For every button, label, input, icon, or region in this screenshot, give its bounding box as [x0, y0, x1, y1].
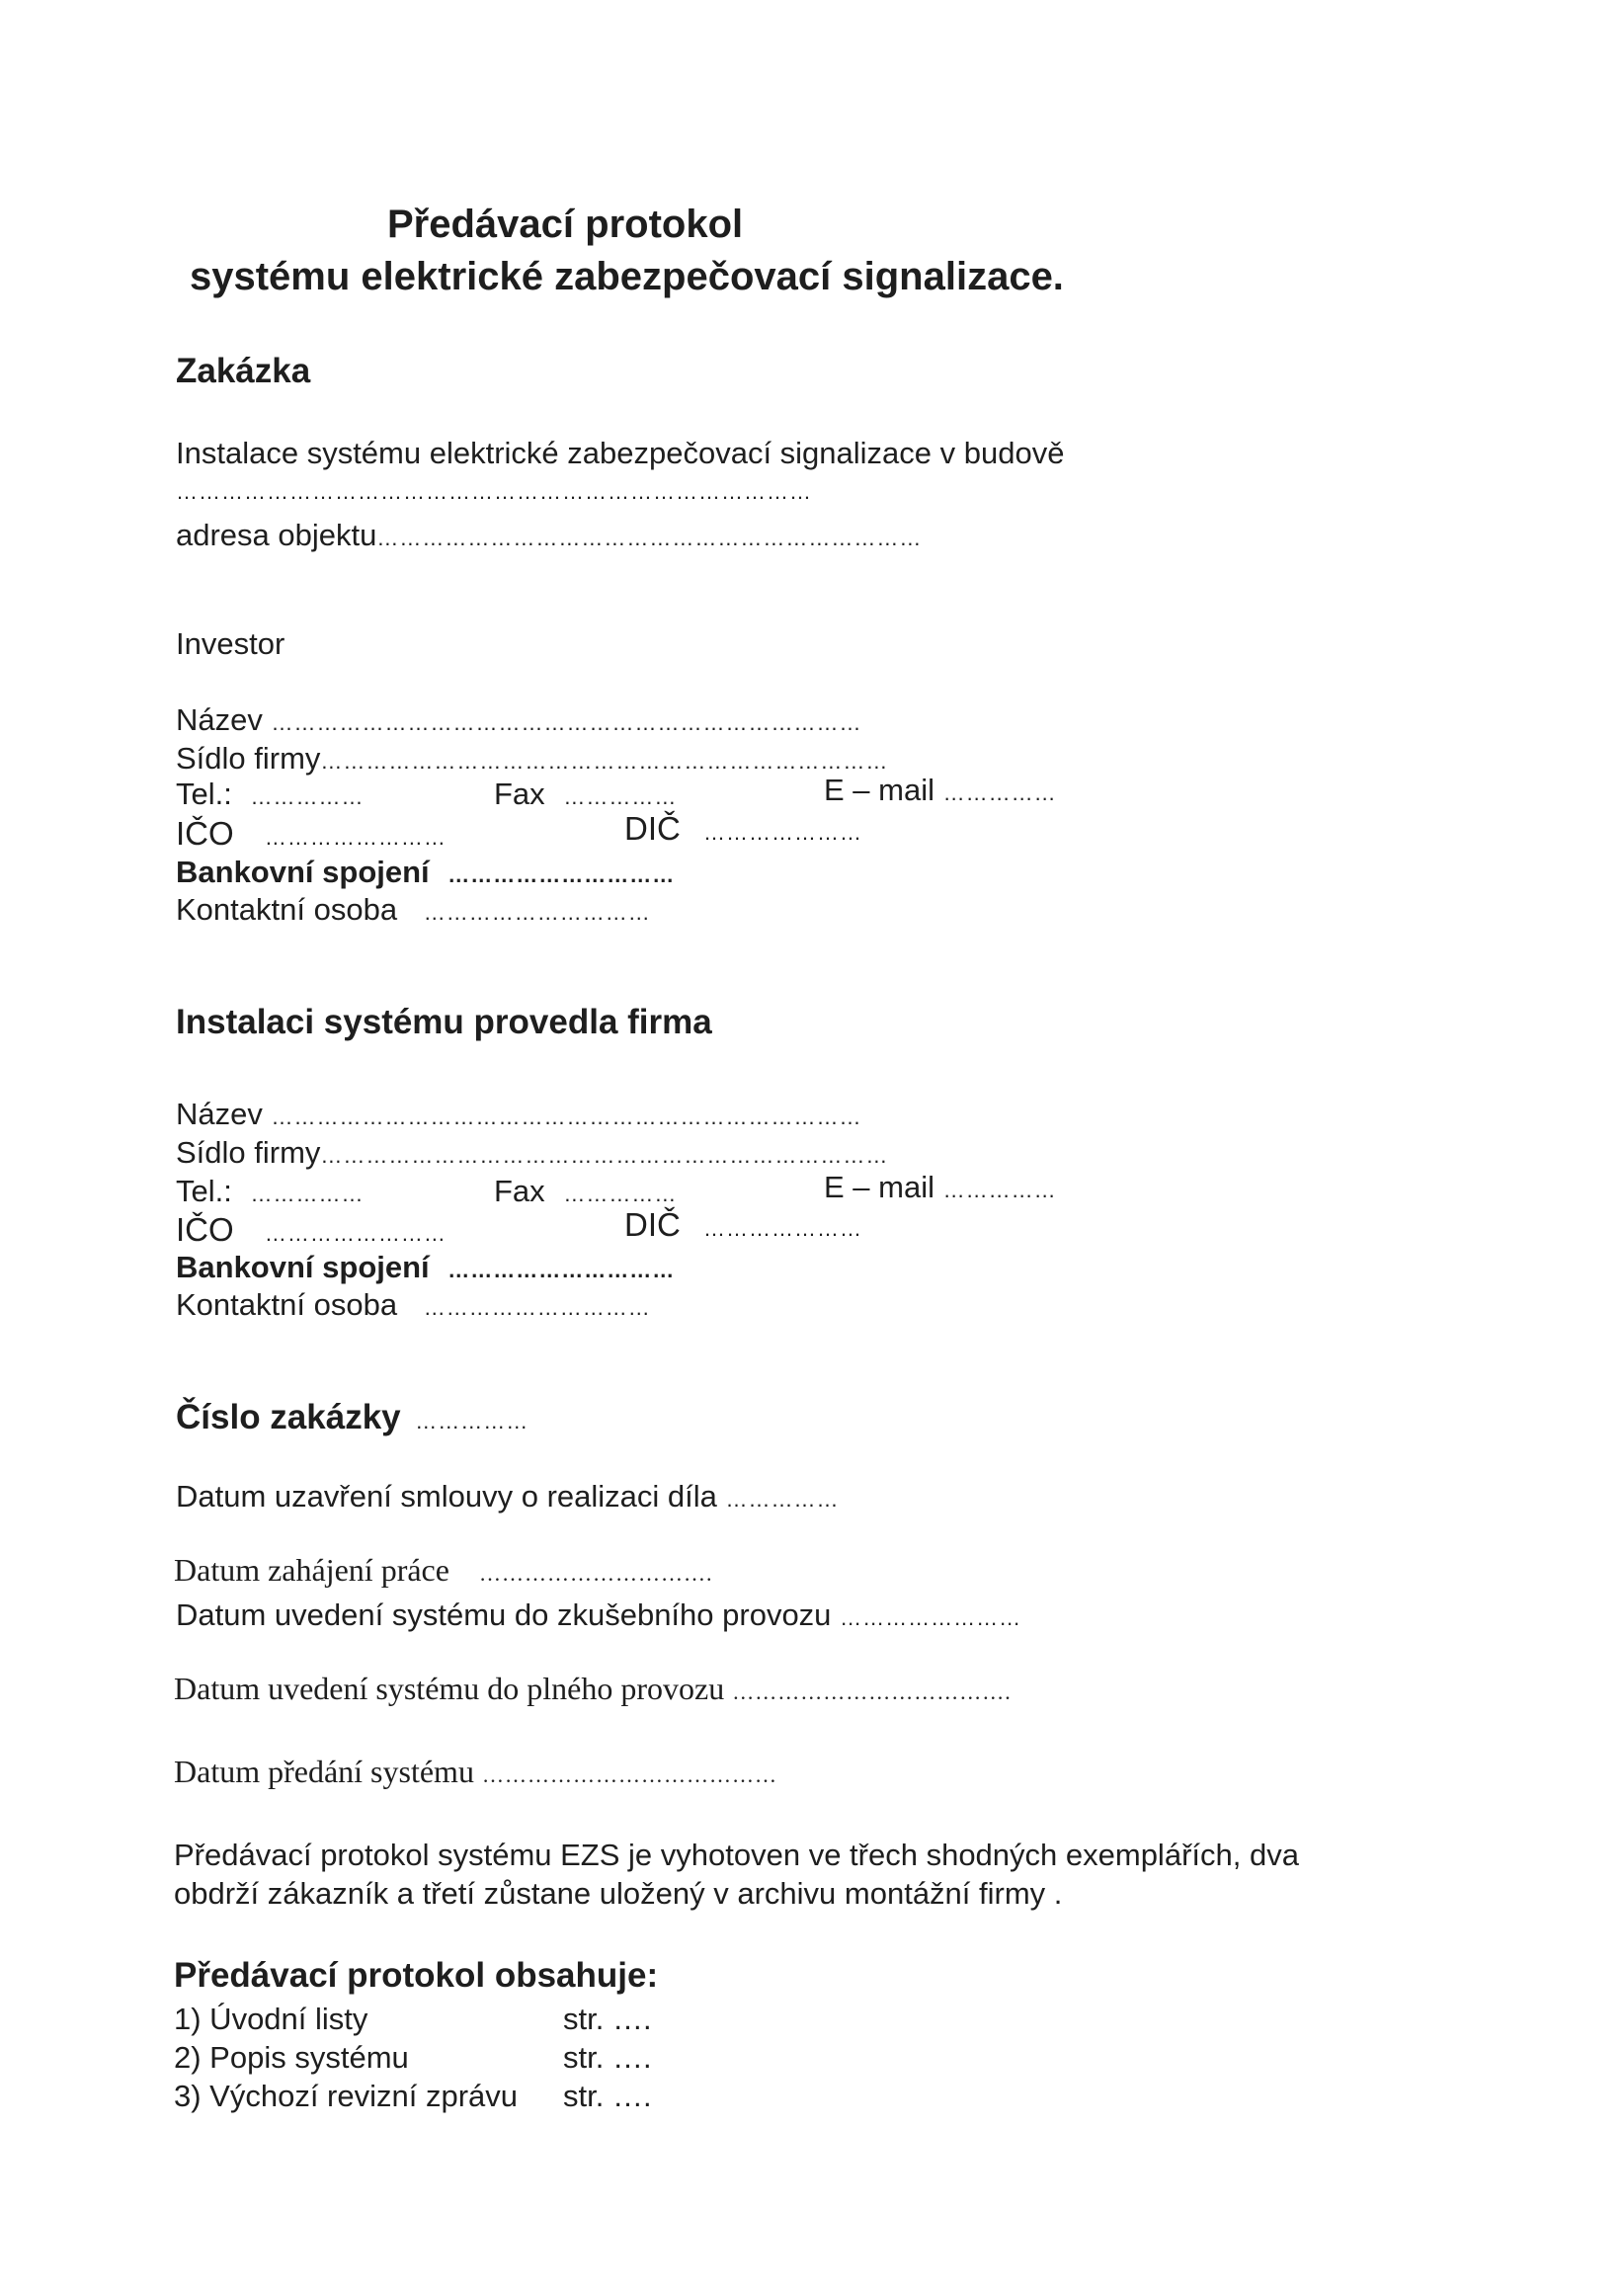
full-date-row — [174, 1673, 1012, 1704]
section-heading-zakazka: Zakázka — [176, 352, 311, 390]
investor-tel-label: Tel.: — [176, 777, 232, 811]
trial-date-row — [176, 1599, 1021, 1630]
installer-dic-field[interactable]: ………………… — [703, 1216, 863, 1241]
investor-sidlo-row — [176, 743, 888, 774]
installer-sidlo-field[interactable]: ………………………………………………………………… — [320, 1143, 889, 1168]
start-date-field[interactable]: …………………………. — [478, 1561, 713, 1586]
installer-ico-row — [176, 1213, 447, 1246]
installer-dic-row — [624, 1208, 862, 1241]
trial-date-field[interactable]: …………………… — [840, 1605, 1022, 1630]
investor-fax-row — [494, 778, 677, 809]
address-label: adresa objektu — [176, 518, 377, 552]
note-line-1: Předávací protokol systému EZS je vyhotoven ve třech shodných exemplářích, dva — [174, 1838, 1299, 1872]
investor-contact-label: Kontaktní osoba — [176, 892, 398, 927]
investor-dic-row — [624, 812, 862, 845]
handover-date-label: Datum předání systému — [174, 1754, 474, 1789]
investor-nazev-field[interactable]: …………………………………………………………………… — [271, 710, 862, 735]
investor-nazev-label: Název — [176, 702, 263, 737]
title-line-2: systému elektrické zabezpečovací signalizace. — [190, 255, 1064, 298]
section-heading-installer: Instalaci systému provedla firma — [176, 1003, 712, 1041]
installer-sidlo-row — [176, 1137, 888, 1168]
investor-tel-field[interactable]: …………… — [250, 784, 365, 809]
installer-fax-field[interactable]: …………… — [563, 1182, 678, 1206]
full-date-label: Datum uvedení systému do plného provozu — [174, 1671, 725, 1706]
contents-item-label: 1) Úvodní listy — [174, 2002, 368, 2036]
installer-tel-row — [176, 1176, 364, 1206]
handover-date-field[interactable]: ………………………………… — [481, 1762, 777, 1787]
address-row — [176, 520, 922, 550]
note-line-2: obdrží zákazník a třetí zůstane uložený v archivu montážní firmy . — [174, 1876, 1063, 1911]
installer-contact-row — [176, 1289, 651, 1320]
contents-heading: Předávací protokol obsahuje: — [174, 1956, 659, 1995]
installer-email-label: E – mail — [824, 1170, 934, 1204]
investor-ico-row — [176, 817, 447, 850]
title-line-1: Předávací protokol — [387, 203, 744, 246]
investor-bank-label: Bankovní spojení — [176, 855, 430, 889]
installation-dots-field[interactable]: ………………………………………………………………………… — [176, 479, 812, 504]
investor-ico-label: IČO — [176, 815, 234, 852]
installer-email-field[interactable]: …………… — [942, 1178, 1057, 1202]
installer-fax-label: Fax — [494, 1174, 545, 1208]
investor-contact-row — [176, 894, 651, 925]
installer-fax-row — [494, 1176, 677, 1206]
start-date-row — [174, 1554, 712, 1586]
contents-item-page: str. …. — [563, 2040, 652, 2075]
investor-sidlo-label: Sídlo firmy — [176, 741, 321, 776]
installer-bank-row — [176, 1252, 675, 1282]
installer-sidlo-label: Sídlo firmy — [176, 1135, 321, 1170]
investor-dic-field[interactable]: ………………… — [703, 820, 863, 845]
installer-ico-label: IČO — [176, 1211, 234, 1248]
installer-contact-label: Kontaktní osoba — [176, 1287, 398, 1322]
start-date-label: Datum zahájení práce — [174, 1552, 449, 1588]
installer-nazev-row — [176, 1099, 862, 1129]
investor-fax-field[interactable]: …………… — [563, 784, 678, 809]
investor-nazev-row — [176, 704, 862, 735]
installation-text: Instalace systému elektrické zabezpečovací signalizace v budově — [176, 436, 1065, 470]
investor-email-row — [824, 775, 1057, 805]
investor-contact-field[interactable]: ………………………… — [423, 900, 651, 925]
full-date-field[interactable]: ………………………………. — [732, 1679, 1012, 1704]
order-number-label: Číslo zakázky — [176, 1398, 401, 1436]
installer-tel-field[interactable]: …………… — [250, 1182, 365, 1206]
investor-fax-label: Fax — [494, 777, 545, 811]
investor-sidlo-field[interactable]: ………………………………………………………………… — [320, 749, 889, 774]
contract-date-label: Datum uzavření smlouvy o realizaci díla — [176, 1479, 717, 1514]
installer-bank-label: Bankovní spojení — [176, 1250, 430, 1284]
installer-nazev-label: Název — [176, 1097, 263, 1131]
contract-date-field[interactable]: …………… — [725, 1487, 840, 1512]
installer-nazev-field[interactable]: …………………………………………………………………… — [271, 1105, 862, 1129]
investor-tel-row — [176, 778, 364, 809]
contents-item-label: 3) Výchozí revizní zprávu — [174, 2079, 519, 2113]
contents-item-label: 2) Popis systému — [174, 2040, 409, 2075]
installer-ico-field[interactable]: …………………… — [264, 1221, 447, 1246]
installer-tel-label: Tel.: — [176, 1174, 232, 1208]
installer-email-row — [824, 1172, 1057, 1202]
investor-bank-row — [176, 857, 675, 887]
contract-date-row — [176, 1481, 840, 1512]
handover-date-row — [174, 1756, 777, 1787]
address-dots-field[interactable]: ……………………………………………………………… — [376, 526, 923, 550]
investor-dic-label: DIČ — [624, 810, 681, 847]
investor-email-field[interactable]: …………… — [942, 780, 1057, 805]
order-number-field[interactable]: …………… — [415, 1409, 529, 1433]
contents-item-page: str. …. — [563, 2079, 652, 2113]
investor-bank-field[interactable]: ………………………… — [447, 862, 676, 887]
investor-ico-field[interactable]: …………………… — [264, 825, 447, 850]
installer-dic-label: DIČ — [624, 1206, 681, 1243]
trial-date-label: Datum uvedení systému do zkušebního provozu — [176, 1597, 832, 1632]
order-number-row — [176, 1400, 528, 1434]
section-heading-investor: Investor — [176, 626, 285, 661]
installer-contact-field[interactable]: ………………………… — [423, 1295, 651, 1320]
contents-item-page: str. …. — [563, 2002, 652, 2036]
installer-bank-field[interactable]: ………………………… — [447, 1258, 676, 1282]
investor-email-label: E – mail — [824, 773, 934, 807]
